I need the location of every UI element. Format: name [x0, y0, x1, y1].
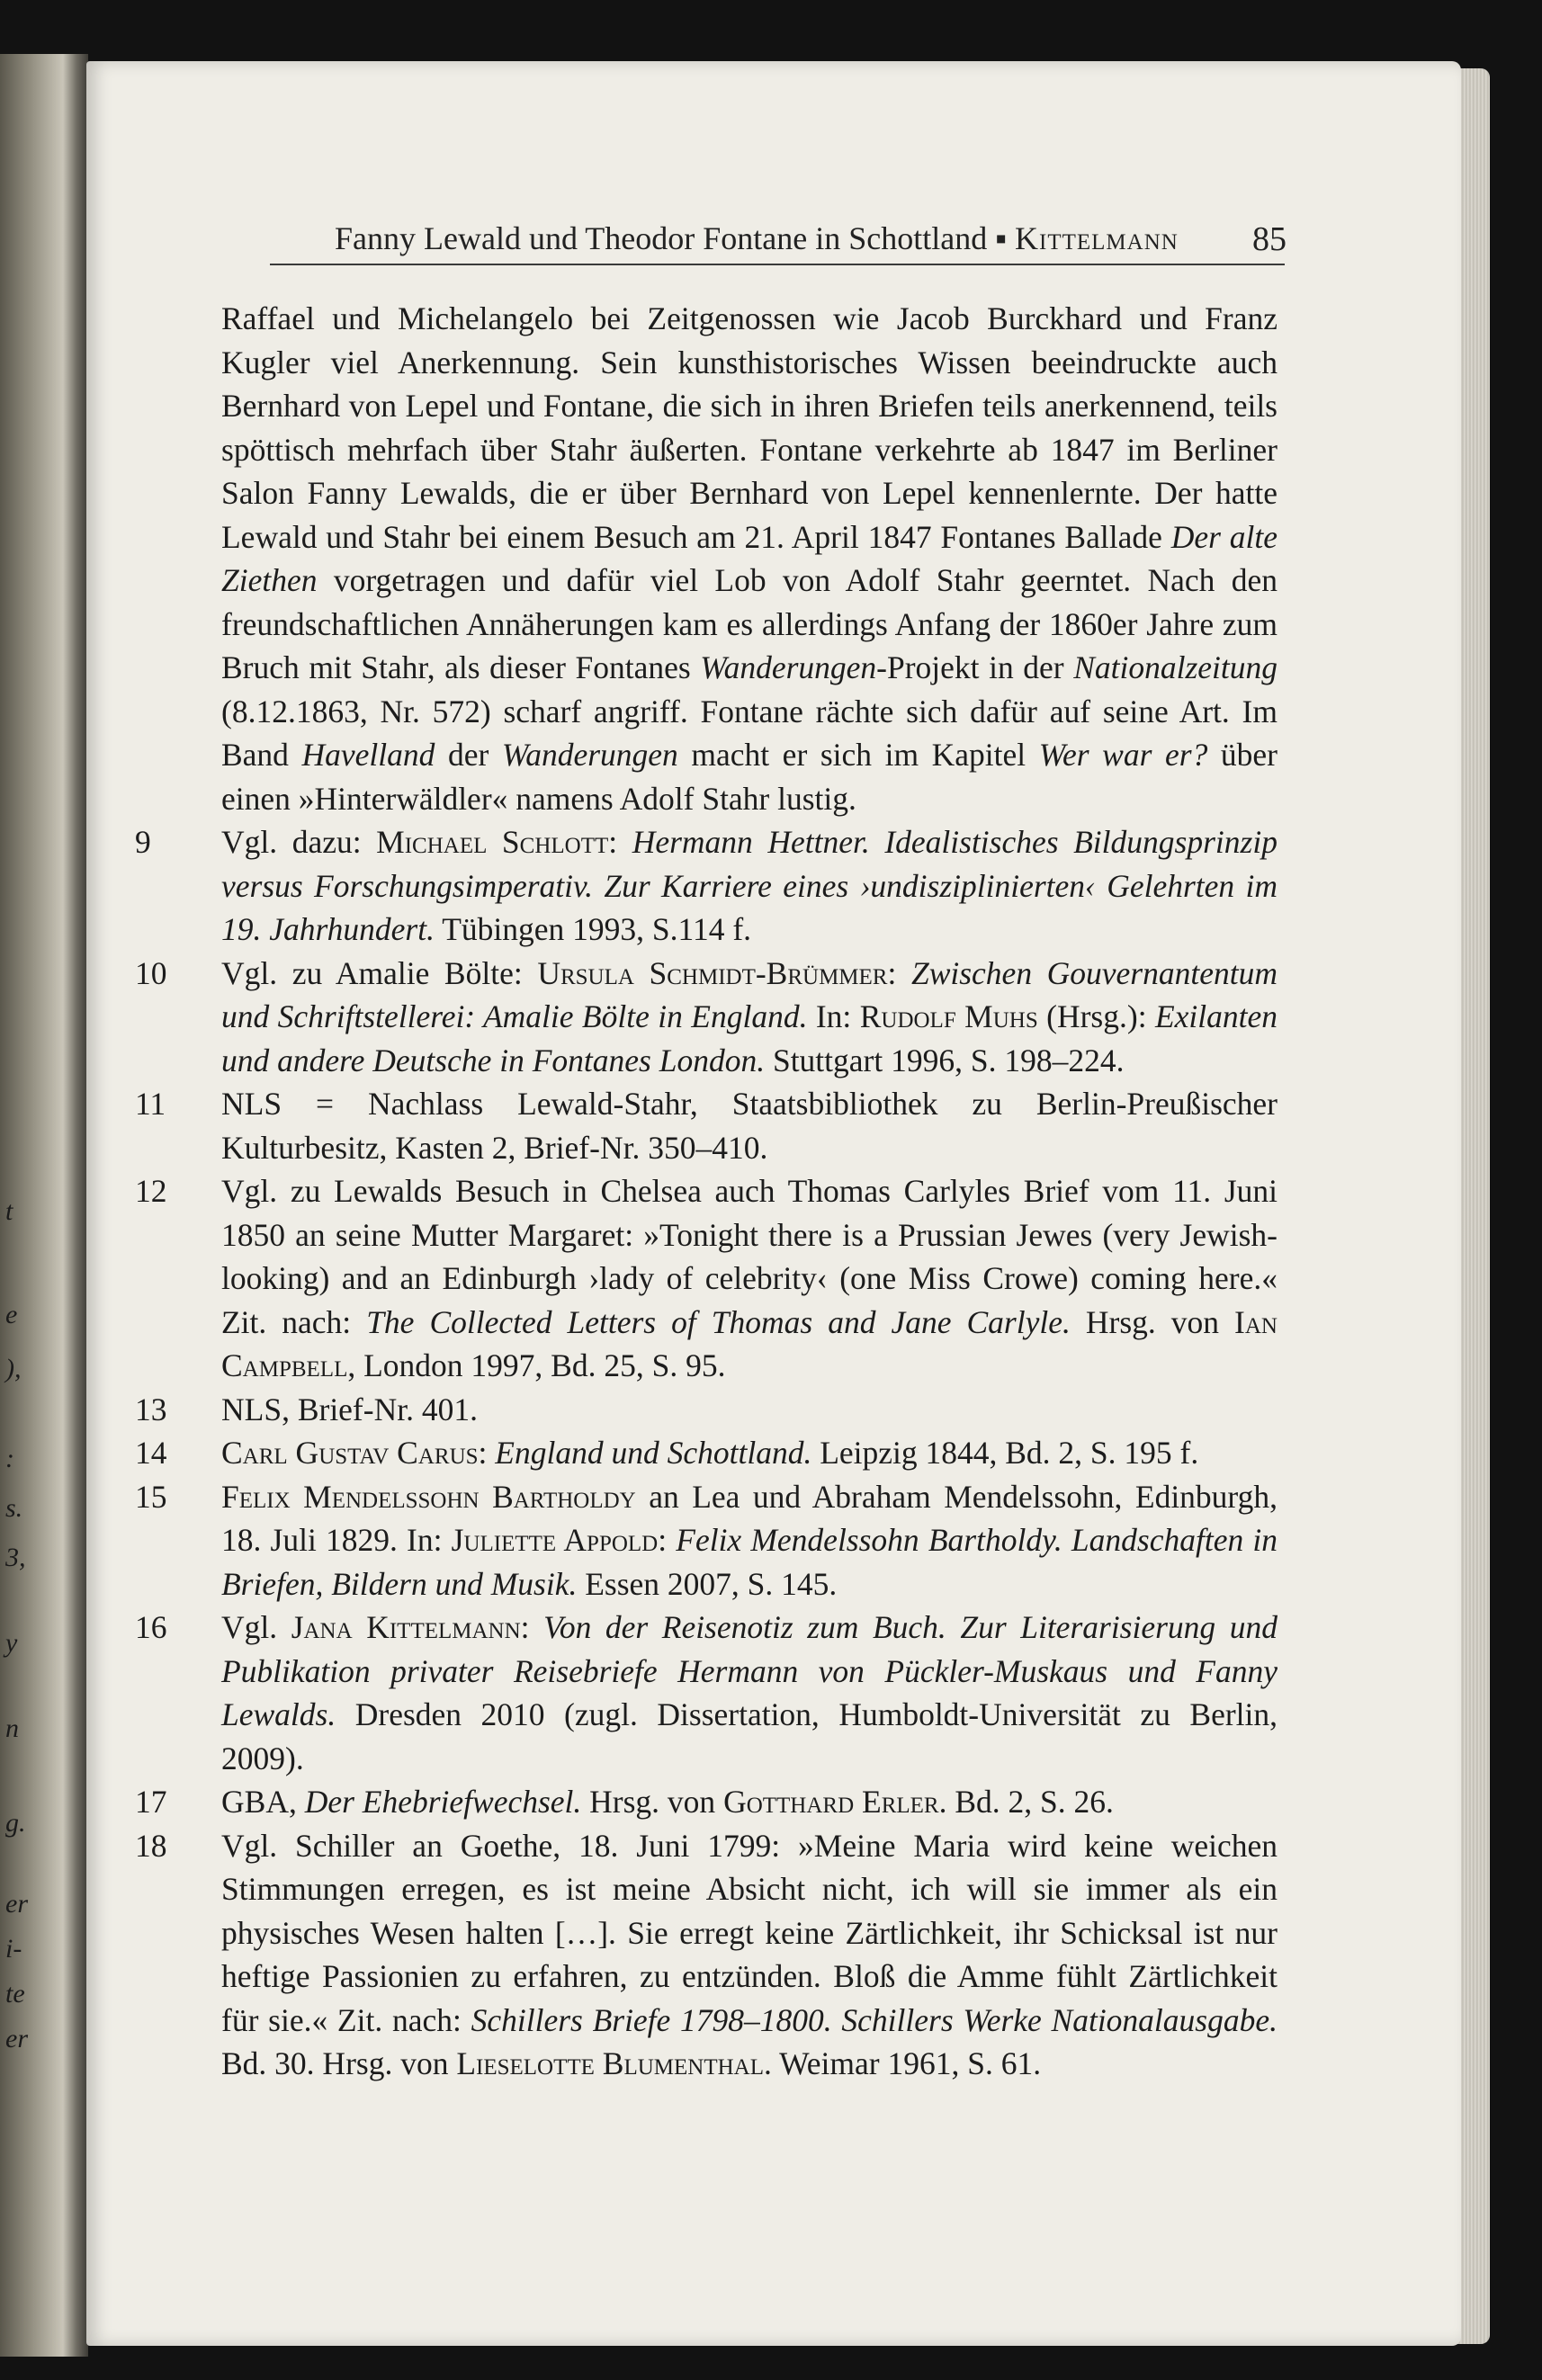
footnote-number: 17: [135, 1784, 167, 1820]
margin-fragment: y: [5, 1628, 18, 1658]
footnote-number: 9: [135, 824, 151, 860]
footnote-14: 14 Carl Gustav Carus: England und Schottland. Leipzig 1844, Bd. 2, S. 195 f.: [135, 1431, 1278, 1475]
footnote-18: 18 Vgl. Schiller an Goethe, 18. Juni 1799: »Meine Maria wird keine weichen Stimmungen erregen, es ist meine Absicht nicht, ich will sie immer als ein physisches Wesen halten […]. Sie erregt keine Zärtlichkeit, ihr Schicksal ist nur heftige Passionien zu erfahren, zu entzünden. Bloß die Amme fühlt Zärtlichkeit für sie.« Zit. nach: Schillers Briefe 1798–1800. Schillers Werke Nationalausgabe. Bd. 30. Hrsg. von Lieselotte Blumenthal. Weimar 1961, S. 61.: [135, 1824, 1278, 2086]
footnote-10: 10 Vgl. zu Amalie Bölte: Ursula Schmidt-Brümmer: Zwischen Gouvernantentum und Schriftstellerei: Amalie Bölte in England. In: Rudolf Muhs (Hrsg.): Exilanten und andere Deutsche in Fontanes London. Stuttgart 1996, S. 198–224.: [135, 952, 1278, 1083]
margin-fragment: e: [5, 1300, 18, 1329]
footnote-text-block: [135, 297, 1278, 2086]
footnote-number: 13: [135, 1391, 167, 1427]
margin-fragment: s.: [5, 1493, 23, 1523]
footnote-number: 12: [135, 1173, 167, 1209]
margin-fragment: t: [5, 1196, 13, 1226]
continued-footnote: Raffael und Michelangelo bei Zeitgenossen wie Jacob Burckhard und Franz Kugler viel Anerkennung. Sein kunsthistorisches Wissen beeindruckte auch Bernhard von Lepel und Fontane, die sich in ihren Briefen teils anerkennend, teils spöttisch mehrfach über Stahr äußerten. Fontane verkehrte ab 1847 im Berliner Salon Fanny Lewalds, die er über Bernhard von Lepel kennenlernte. Der hatte Lewald und Stahr bei einem Besuch am 21. April 1847 Fontanes Ballade Der alte Ziethen vorgetragen und dafür viel Lob von Adolf Stahr geerntet. Nach den freundschaftlichen Annäherungen kam es allerdings Anfang der 1860er Jahre zum Bruch mit Stahr, als dieser Fontanes Wanderungen-Projekt in der Nationalzeitung (8.12.1863, Nr. 572) scharf angriff. Fontane rächte sich dafür auf seine Art. Im Band Havelland der Wanderungen macht er sich im Kapitel Wer war er? über einen »Hinterwäldler« namens Adolf Stahr lustig.: [221, 300, 1278, 817]
footnote-number: 11: [135, 1086, 166, 1122]
footnote-12: 12 Vgl. zu Lewalds Besuch in Chelsea auch Thomas Carlyles Brief vom 11. Juni 1850 an seine Mutter Margaret: »Tonight there is a Prussian Jewes (very Jewish-looking) and an Edinburgh ›lady of celebrity‹ (one Miss Crowe) coming here.« Zit. nach: The Collected Letters of Thomas and Jane Carlyle. Hrsg. von Ian Campbell, London 1997, Bd. 25, S. 95.: [135, 1169, 1278, 1388]
margin-fragment: er: [5, 1889, 28, 1919]
footnote-number: 15: [135, 1478, 167, 1515]
margin-fragment: ),: [5, 1354, 22, 1383]
page-number: 85: [1252, 220, 1286, 258]
footnote-16: 16 Vgl. Jana Kittelmann: Von der Reisenotiz zum Buch. Zur Literarisierung und Publikation privater Reisebriefe Hermann von Pückler-Muskaus und Fanny Lewalds. Dresden 2010 (zugl. Dissertation, Humboldt-Universität zu Berlin, 2009).: [135, 1606, 1278, 1780]
margin-fragment: i-: [5, 1934, 22, 1964]
footnote-number: 14: [135, 1435, 167, 1471]
header-rule: [270, 264, 1285, 265]
footnote-number: 16: [135, 1609, 167, 1645]
footnote-number: 18: [135, 1827, 167, 1864]
book-gutter: [63, 54, 88, 2357]
footnote-11: 11 NLS = Nachlass Lewald-Stahr, Staatsbibliothek zu Berlin-Preußischer Kulturbesitz, Kasten 2, Brief-Nr. 350–410.: [135, 1082, 1278, 1169]
margin-fragment: :: [5, 1444, 14, 1473]
footnote-15: 15 Felix Mendelssohn Bartholdy an Lea und Abraham Mendelssohn, Edinburgh, 18. Juli 1829. In: Juliette Appold: Felix Mendelssohn Bartholdy. Landschaften in Briefen, Bildern und Musik. Essen 2007, S. 145.: [135, 1475, 1278, 1606]
footnote-13: 13 NLS, Brief-Nr. 401.: [135, 1388, 1278, 1432]
footnote-9: 9 Vgl. dazu: Michael Schlott: Hermann Hettner. Idealistisches Bildungsprinzip versus Forschungsimperativ. Zur Karriere eines ›undisziplinierten‹ Gelehrten im 19. Jahrhundert. Tübingen 1993, S.114 f.: [135, 820, 1278, 952]
article-title: Fanny Lewald und Theodor Fontane in Schottland: [335, 220, 988, 256]
header-author: Kittelmann: [1015, 220, 1179, 256]
margin-fragment: 3,: [5, 1543, 26, 1572]
margin-fragment: te: [5, 1979, 25, 2009]
margin-fragment: n: [5, 1713, 19, 1743]
margin-fragment: er: [5, 2024, 28, 2053]
header-separator: ▪: [995, 220, 1007, 256]
running-head: [270, 198, 1286, 258]
margin-fragment: g.: [5, 1808, 26, 1838]
facing-page-text-fragments: [0, 0, 54, 2380]
footnote-17: 17 GBA, Der Ehebriefwechsel. Hrsg. von Gotthard Erler. Bd. 2, S. 26.: [135, 1780, 1278, 1824]
running-head-title: [335, 219, 1179, 257]
footnote-number: 10: [135, 954, 167, 991]
